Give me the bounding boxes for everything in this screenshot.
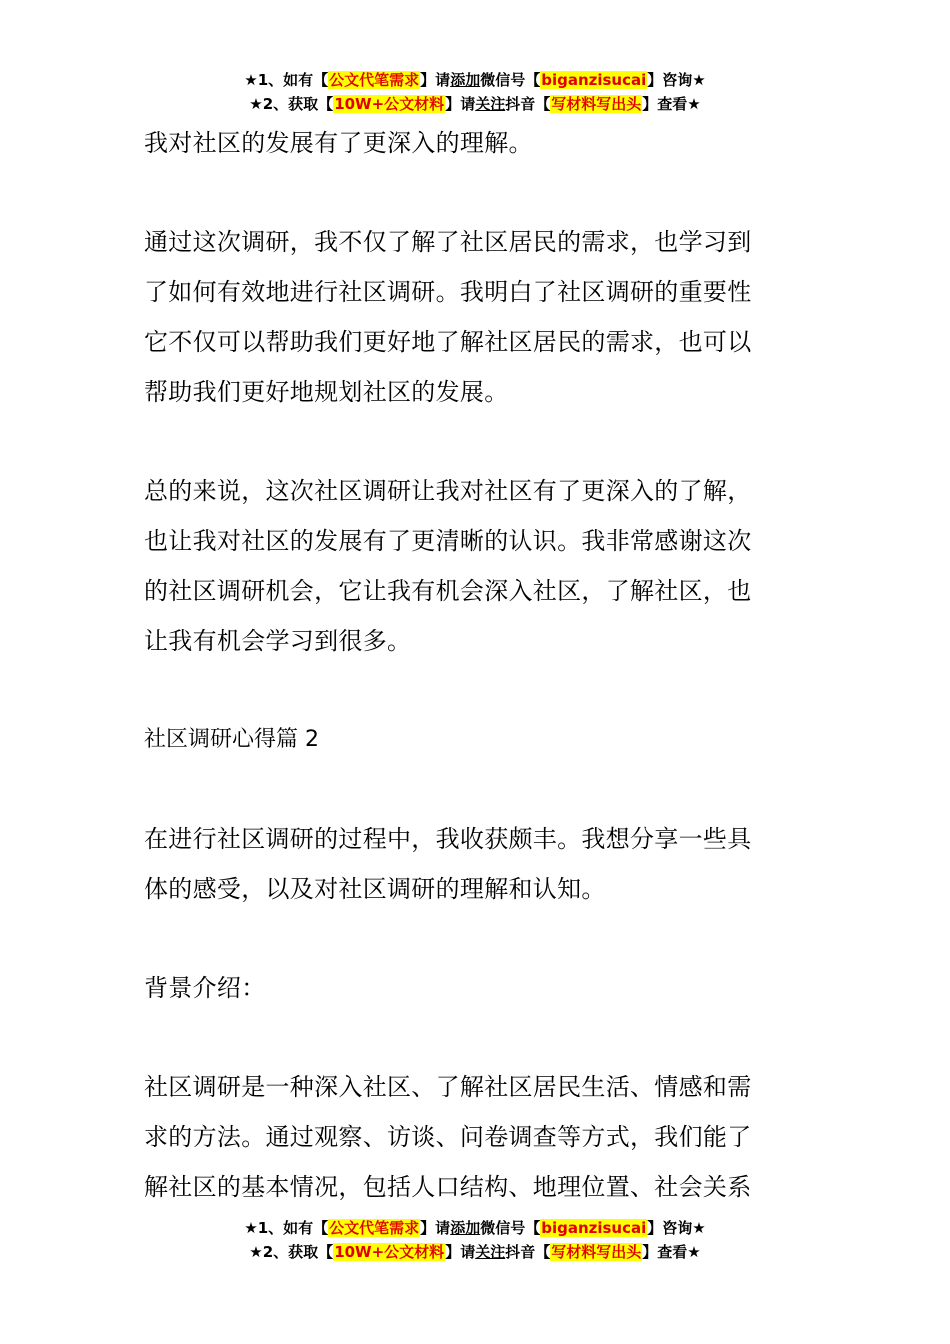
banner-line-1 (0, 68, 950, 92)
banner-text: 】请 (420, 71, 451, 89)
text-line: 了如何有效地进行社区调研。我明白了社区调研的重要性 (144, 278, 752, 306)
banner-text: 微信号【 (480, 71, 541, 89)
paragraph-6 (144, 1062, 809, 1212)
highlight-douyin-account: 写材料写出头 (551, 95, 642, 113)
highlight-wechat-id: biganzisucai (541, 1219, 647, 1237)
banner-text: 抖音【 (505, 1243, 551, 1261)
paragraph-2 (144, 217, 809, 417)
banner-text: 】查看★ (642, 1243, 701, 1261)
banner-text: 】查看★ (642, 95, 701, 113)
text-line: 也让我对社区的发展有了更清晰的认识。我非常感谢这次 (144, 527, 752, 555)
banner-text: 】咨询★ (647, 1219, 706, 1237)
text-line: 解社区的基本情况，包括人口结构、地理位置、社会关系 (144, 1173, 752, 1201)
highlight-service: 公文代笔需求 (329, 71, 420, 89)
text-line: 让我有机会学习到很多。 (144, 627, 412, 655)
text-line: 社区调研是一种深入社区、了解社区居民生活、情感和需 (144, 1073, 752, 1101)
banner-text: 】请 (445, 1243, 476, 1261)
banner-underlined-text: 添加 (450, 71, 481, 89)
highlight-materials: 10W+公文材料 (334, 1243, 445, 1261)
highlight-materials: 10W+公文材料 (334, 95, 445, 113)
banner-text: 】咨询★ (647, 71, 706, 89)
text-line: 我对社区的发展有了更深入的理解。 (144, 129, 533, 157)
banner-underlined-text: 关注 (475, 95, 506, 113)
banner-line-2 (0, 92, 950, 116)
paragraph-5 (144, 963, 809, 1013)
paragraph-3 (144, 466, 809, 666)
banner-text: ★2、获取【 (249, 95, 334, 113)
banner-line-1 (0, 1216, 950, 1240)
highlight-wechat-id: biganzisucai (541, 71, 647, 89)
top-banner (0, 68, 950, 116)
banner-underlined-text: 关注 (475, 1243, 506, 1261)
text-line: 总的来说，这次社区调研让我对社区有了更深入的了解， (144, 477, 752, 505)
highlight-douyin-account: 写材料写出头 (551, 1243, 642, 1261)
text-line: 它不仅可以帮助我们更好地了解社区居民的需求，也可以 (144, 328, 752, 356)
text-line: 背景介绍： (144, 974, 266, 1002)
document-body (144, 118, 809, 1212)
paragraph-4 (144, 814, 809, 914)
banner-text: 】请 (420, 1219, 451, 1237)
banner-text: 微信号【 (480, 1219, 541, 1237)
banner-underlined-text: 添加 (450, 1219, 481, 1237)
text-line: 在进行社区调研的过程中，我收获颇丰。我想分享一些具 (144, 825, 752, 853)
banner-text: ★2、获取【 (249, 1243, 334, 1261)
section-heading: 社区调研心得篇 2 (144, 727, 319, 752)
text-line: 求的方法。通过观察、访谈、问卷调查等方式，我们能了 (144, 1123, 752, 1151)
banner-text: ★1、如有【 (244, 71, 329, 89)
paragraph-1 (144, 118, 809, 168)
bottom-banner (0, 1216, 950, 1264)
text-line: 帮助我们更好地规划社区的发展。 (144, 378, 509, 406)
banner-line-2 (0, 1240, 950, 1264)
banner-text: ★1、如有【 (244, 1219, 329, 1237)
highlight-service: 公文代笔需求 (329, 1219, 420, 1237)
banner-text: 】请 (445, 95, 476, 113)
banner-text: 抖音【 (505, 95, 551, 113)
text-line: 通过这次调研，我不仅了解了社区居民的需求，也学习到 (144, 228, 752, 256)
text-line: 的社区调研机会，它让我有机会深入社区，了解社区，也 (144, 577, 752, 605)
text-line: 体的感受，以及对社区调研的理解和认知。 (144, 875, 606, 903)
